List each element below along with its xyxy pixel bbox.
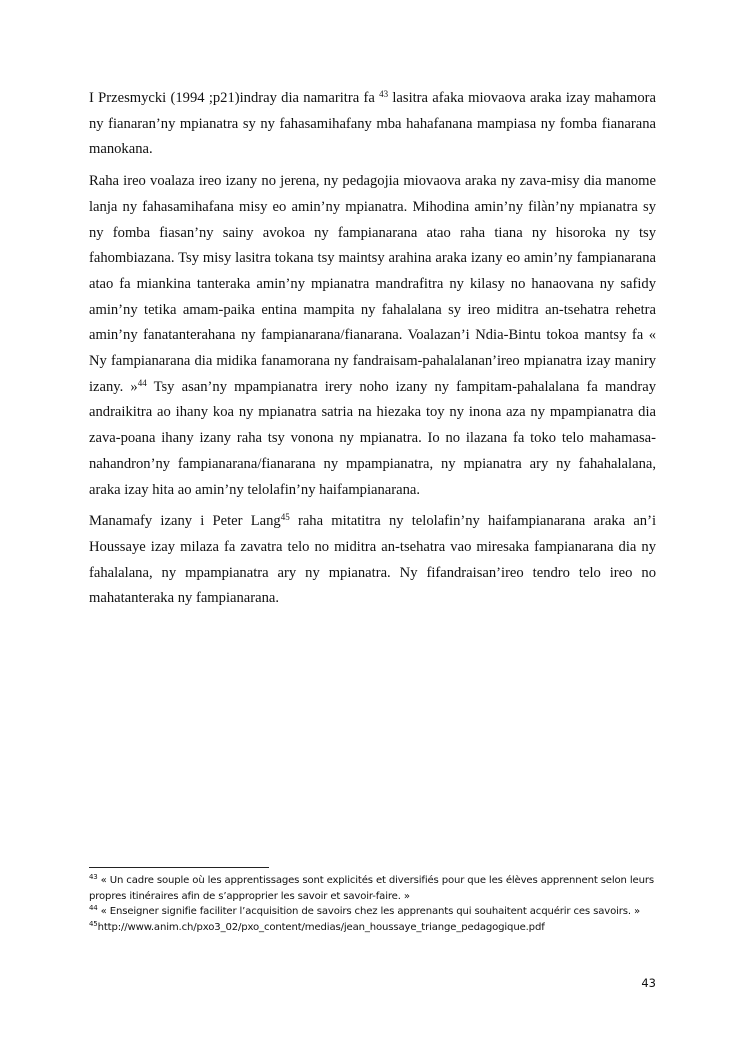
paragraph-text: Raha ireo voalaza ireo izany no jerena, ny pedagojia miovaova araka ny zava-misy dia manome lanja ny fahasamihafana misy eo amin’ny mpianatra. Mihodina amin’ny filàn’ny mpianatra sy ny fomba fiasan’ny sainy avokoa ny fampianarana atao raha tiana ny hisoroka ny tsy fahombiazana. Tsy misy lasitra tokana tsy maintsy arahina araka izany eo amin’ny fampianarana atao fa miankina tanteraka amin’ny mpianatra mandrafitra ny kilasy no hanaovana ny safidy amin’ny tetika amam-paika entina mampita ny fahalalana sy ireo miditra an-tsehatra rehetra amin’ny fanatanterahana ny fampianarana/fianarana. Voalazan’i Ndia-Bintu tokoa mantsy fa « Ny fampianarana dia midika fanamorana ny fandraisam-pahalalanan’ireo mpianatra izay maniry izany. » <box>89 173 656 395</box>
footnote-ref-44[interactable]: 44 <box>137 377 147 388</box>
footnote-ref-43[interactable]: 43 <box>379 89 389 99</box>
footnote-text: « Un cadre souple où les apprentissages sont explicités et diversifiés pour que les élèves apprennent selon leurs propres itinéraires afin de s’approprier les savoir et savoir-faire. » <box>89 875 654 902</box>
footnote-separator <box>89 867 269 868</box>
paragraph-text: Manamafy izany i Peter Lang <box>89 513 281 530</box>
footnote-44 <box>89 904 659 920</box>
paragraph-text: I Przesmycki (1994 ;p21)indray dia namaritra fa <box>89 90 380 106</box>
footnote-43 <box>89 873 659 904</box>
footnote-text: « Enseigner signifie faciliter l’acquisition de savoirs chez les apprenants qui souhaitent acquérir ces savoirs. » <box>97 906 640 918</box>
main-text <box>89 86 656 618</box>
paragraph-text: lasitra afaka miovaova araka izay mahamora ny fianaran’ny mpianatra sy ny fahasamihafany mba hahafanana mampiasa ny fomba fianarana manokana. <box>89 90 656 158</box>
paragraph-3 <box>89 509 656 612</box>
footnote-45 <box>89 920 659 936</box>
paragraph-text: raha mitatitra ny telolafin’ny haifampianarana araka an’i Houssaye izay milaza fa zavatra telo no miditra an-tsehatra vao miresaka fampianarana dia ny fahalalana, ny mpampianatra ary ny mpianatra. Ny fifandraisan’ireo tendro telo ireo no mahatanteraka ny fampianarana. <box>89 513 657 607</box>
footnote-link[interactable]: http://www.anim.ch/pxo3_02/pxo_content/medias/jean_houssaye_triange_pedagogique.pdf <box>97 921 545 933</box>
footnote-number: 44 <box>89 904 98 913</box>
paragraph-2 <box>89 169 656 503</box>
paragraph-1 <box>89 86 656 163</box>
footnote-number: 43 <box>89 873 98 881</box>
footnotes <box>89 873 659 935</box>
paragraph-text: Tsy asan’ny mpampianatra irery noho izany ny fampitam-pahalalana fa mandray andraikitra ao ihany koa ny mpianatra satria na hiezaka toy ny inona aza ny mpampianatra dia zava-poana ihany izany raha tsy vonona ny mpianatra. Io no ilazana fa toko telo mahamasa-nahandron’ny fampianarana/fianarana ny mpampianatra, ny mpianatra ary ny fahahalalana, araka izay hita ao amin’ny telolafin’ny haifampianarana. <box>89 378 656 498</box>
footnote-number: 45 <box>89 919 98 928</box>
footnote-ref-45[interactable]: 45 <box>280 512 290 523</box>
page-number: 43 <box>641 976 656 990</box>
